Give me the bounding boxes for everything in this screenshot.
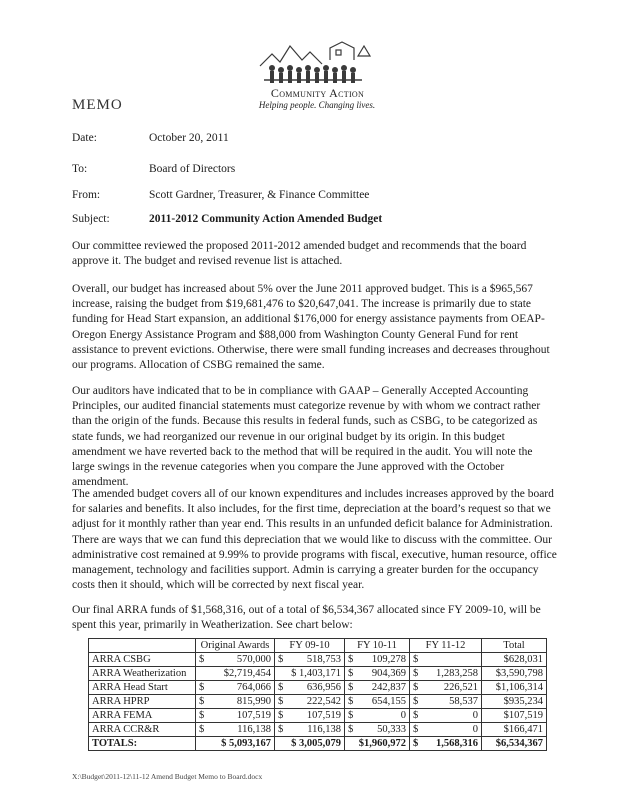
subject-value: 2011-2012 Community Action Amended Budget bbox=[149, 213, 383, 225]
paragraph-recommendation: Our committee reviewed the proposed 2011-2012 amended budget and recommends that the board approve it. The budget and revised revenue list is attached. bbox=[72, 240, 527, 268]
amount-value: 815,990 bbox=[236, 696, 271, 707]
fy0910-cell bbox=[275, 681, 345, 695]
orig-cell bbox=[196, 653, 275, 667]
amount-value: 0 bbox=[400, 710, 406, 721]
table-totals-row bbox=[89, 737, 547, 751]
total-cell: $935,234 bbox=[482, 695, 547, 709]
fy0910-cell bbox=[275, 723, 345, 737]
from-value: Scott Gardner, Treasurer, & Finance Committee bbox=[149, 189, 370, 201]
orig-cell bbox=[196, 681, 275, 695]
fy0910-cell bbox=[275, 653, 345, 667]
fy1112-cell bbox=[410, 695, 482, 709]
currency-symbol: $ bbox=[413, 738, 419, 749]
amount-value: 1,283,258 bbox=[436, 668, 478, 679]
amount-value: 107,519 bbox=[236, 710, 271, 721]
program-name-cell: ARRA Head Start bbox=[89, 681, 196, 695]
total-cell: $1,106,314 bbox=[482, 681, 547, 695]
currency-symbol: $ bbox=[348, 696, 354, 707]
to-value: Board of Directors bbox=[149, 163, 236, 175]
orig-cell bbox=[196, 723, 275, 737]
column-header-total: Total bbox=[482, 639, 547, 653]
amount-value: 222,542 bbox=[306, 696, 341, 707]
file-path-footer: X:\Budget\2011-12\11-12 Amend Budget Memo to Board.docx bbox=[72, 772, 263, 781]
table-row bbox=[89, 695, 547, 709]
table-row bbox=[89, 667, 547, 681]
amount-value: 116,138 bbox=[307, 724, 341, 735]
total-cell: $628,031 bbox=[482, 653, 547, 667]
amount-value: 107,519 bbox=[306, 710, 341, 721]
arra-funds-table bbox=[88, 638, 547, 751]
amount-value: 0 bbox=[472, 724, 478, 735]
fy1011-cell bbox=[345, 737, 410, 751]
column-header-fy1011: FY 10-11 bbox=[345, 639, 410, 653]
column-header-original-awards: Original Awards bbox=[196, 639, 275, 653]
paragraph-arra: Our final ARRA funds of $1,568,316, out of a total of $6,534,367 allocated since FY 2009-10, will be spent this year, primarily in Weatherization. See chart below: bbox=[72, 604, 541, 632]
currency-symbol: $ bbox=[413, 724, 419, 735]
amount-value: 654,155 bbox=[371, 696, 406, 707]
total-cell: $166,471 bbox=[482, 723, 547, 737]
fy0910-cell bbox=[275, 709, 345, 723]
logo-tagline: Helping people. Changing lives. bbox=[258, 100, 376, 110]
paragraph-budget-increase: Overall, our budget has increased about 5% over the June 2011 approved budget. This is a $965,567 increase, raising the budget from $19,681,476 to $20,647,041. The increase is primarily due to state funding for Head Start expansion, an additional $176,000 for energy assistance payments from OEAP-Oregon Energy Assistance Program and $88,000 from Washington County General Fund for rent assistance to prevent evictions. Otherwise, there were small funding increases and decreases throughout our programs. Allocation of CSBG remained the same. bbox=[72, 283, 550, 372]
date-label: Date: bbox=[72, 132, 97, 144]
fy1011-cell bbox=[345, 723, 410, 737]
program-name-cell: ARRA CSBG bbox=[89, 653, 196, 667]
amount-value: 50,333 bbox=[377, 724, 406, 735]
amount-value: $2,719,454 bbox=[223, 668, 271, 679]
column-header-fy1112: FY 11-12 bbox=[410, 639, 482, 653]
fy1112-cell bbox=[410, 653, 482, 667]
program-name-cell: TOTALS: bbox=[89, 737, 196, 751]
fy1112-cell bbox=[410, 681, 482, 695]
paragraph-expenditures: The amended budget covers all of our known expenditures and includes increases approved by the board for salaries and benefits. It also includes, for the first time, depreciation at the board’s request so that we adjust for it monthly rather than year end. This results in an unfunded deficit balance for Administration. There are ways that we can fund this depreciation that we would like to discuss with the committee. Our administrative cost remained at 9.99% to provide programs with fiscal, executive, human resource, office management, technology and facilities support. Admin is carrying a greater burden for the occupancy costs then it should, which will be corrected by next fiscal year. bbox=[72, 488, 557, 592]
currency-symbol: $ bbox=[348, 668, 354, 679]
currency-symbol: $ bbox=[199, 682, 205, 693]
from-label: From: bbox=[72, 189, 101, 201]
date-value: October 20, 2011 bbox=[149, 132, 229, 144]
fy1011-cell bbox=[345, 653, 410, 667]
fy1112-cell bbox=[410, 723, 482, 737]
table-row bbox=[89, 653, 547, 667]
logo-name: Community Action bbox=[270, 86, 365, 100]
currency-symbol: $ bbox=[348, 710, 354, 721]
total-cell: $107,519 bbox=[482, 709, 547, 723]
currency-symbol: $ bbox=[199, 654, 205, 665]
amount-value: 226,521 bbox=[443, 682, 478, 693]
currency-symbol: $ bbox=[413, 696, 419, 707]
currency-symbol: $ bbox=[348, 654, 354, 665]
amount-value: $ 5,093,167 bbox=[221, 738, 271, 749]
amount-value: 570,000 bbox=[236, 654, 271, 665]
fy0910-cell bbox=[275, 695, 345, 709]
fy1011-cell bbox=[345, 681, 410, 695]
currency-symbol: $ bbox=[413, 668, 419, 679]
amount-value: 242,837 bbox=[371, 682, 406, 693]
amount-value: $ 3,005,079 bbox=[291, 738, 341, 749]
amount-value: 636,956 bbox=[306, 682, 341, 693]
amount-value: 116,138 bbox=[237, 724, 271, 735]
currency-symbol: $ bbox=[278, 682, 284, 693]
to-label: To: bbox=[72, 163, 88, 175]
currency-symbol: $ bbox=[199, 696, 205, 707]
table-row bbox=[89, 723, 547, 737]
currency-symbol: $ bbox=[348, 724, 354, 735]
amount-value: $1,960,972 bbox=[358, 738, 406, 749]
amount-value: $ 1,403,171 bbox=[291, 668, 341, 679]
orig-cell bbox=[196, 695, 275, 709]
fy0910-cell bbox=[275, 667, 345, 681]
amount-value: 518,753 bbox=[306, 654, 341, 665]
column-header-fy0910: FY 09-10 bbox=[275, 639, 345, 653]
currency-symbol: $ bbox=[278, 696, 284, 707]
program-name-cell: ARRA HPRP bbox=[89, 695, 196, 709]
total-cell: $3,590,798 bbox=[482, 667, 547, 681]
table-row bbox=[89, 681, 547, 695]
subject-label: Subject: bbox=[72, 213, 110, 225]
orig-cell bbox=[196, 709, 275, 723]
currency-symbol: $ bbox=[278, 654, 284, 665]
amount-value: 1,568,316 bbox=[436, 738, 478, 749]
amount-value: 764,066 bbox=[236, 682, 271, 693]
program-name-cell: ARRA FEMA bbox=[89, 709, 196, 723]
currency-symbol: $ bbox=[199, 724, 205, 735]
amount-value: 904,369 bbox=[371, 668, 406, 679]
fy0910-cell bbox=[275, 737, 345, 751]
orig-cell bbox=[196, 737, 275, 751]
table-row bbox=[89, 709, 547, 723]
fy1112-cell bbox=[410, 709, 482, 723]
fy1112-cell bbox=[410, 667, 482, 681]
program-name-cell: ARRA CCR&R bbox=[89, 723, 196, 737]
currency-symbol: $ bbox=[348, 682, 354, 693]
currency-symbol: $ bbox=[413, 654, 419, 665]
amount-value: 109,278 bbox=[371, 654, 406, 665]
column-header-program bbox=[89, 639, 196, 653]
paragraph-gaap: Our auditors have indicated that to be in compliance with GAAP – Generally Accepted Accounting Principles, our audited financial statements must categorize revenue by with whom we contract rather than the origin of the funds. Because this results in federal funds, such as CSBG, to be categorized as state funds, we had reorganized our revenue in our original budget by its origin. In this budget amendment we have reverted back to the method that will be required in the audit. You will note the large swings in the revenue categories when you compare the June approved with the October amendment. bbox=[72, 385, 541, 489]
table-header-row bbox=[89, 639, 547, 653]
amount-value: 58,537 bbox=[449, 696, 478, 707]
fy1011-cell bbox=[345, 695, 410, 709]
program-name-cell: ARRA Weatherization bbox=[89, 667, 196, 681]
memo-title: MEMO bbox=[72, 97, 123, 113]
currency-symbol: $ bbox=[413, 682, 419, 693]
total-cell: $6,534,367 bbox=[482, 737, 547, 751]
fy1011-cell bbox=[345, 667, 410, 681]
currency-symbol: $ bbox=[413, 710, 419, 721]
orig-cell bbox=[196, 667, 275, 681]
currency-symbol: $ bbox=[278, 724, 284, 735]
fy1112-cell bbox=[410, 737, 482, 751]
currency-symbol: $ bbox=[278, 710, 284, 721]
amount-value: 0 bbox=[472, 710, 478, 721]
fy1011-cell bbox=[345, 709, 410, 723]
currency-symbol: $ bbox=[199, 710, 205, 721]
